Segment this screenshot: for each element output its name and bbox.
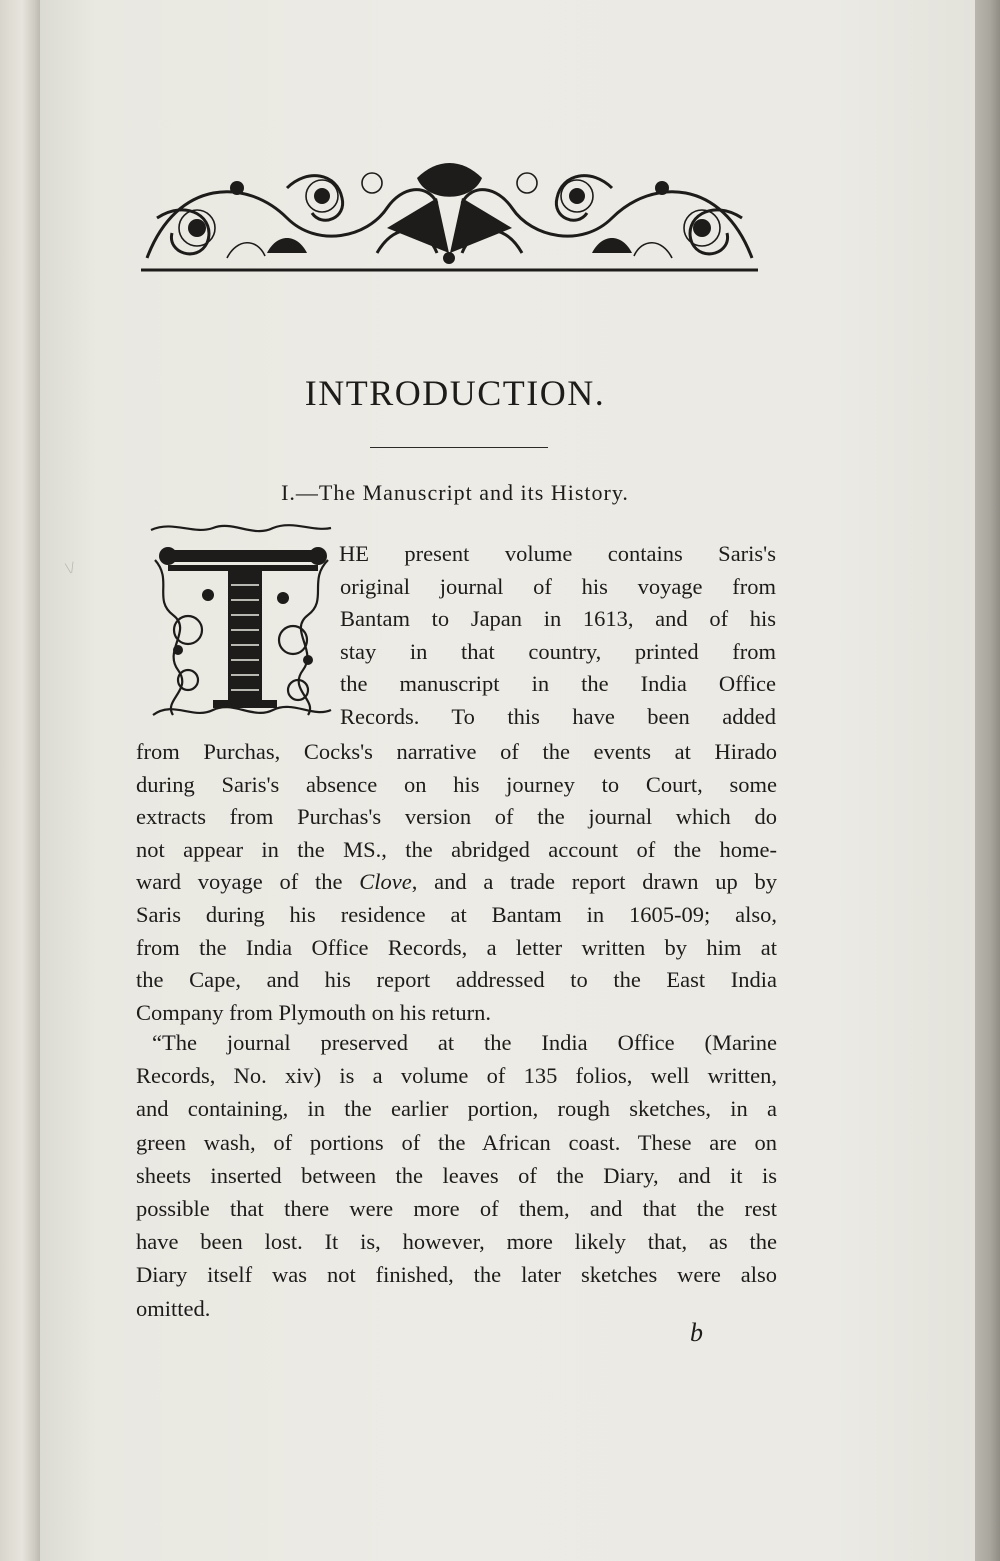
text-line: Diary itself was not finished, the later sketches were also [136, 1262, 777, 1288]
text-line: original journal of his voyage from [340, 573, 776, 599]
ship-name: Clove [359, 869, 412, 895]
text-line: Bantam to Japan in 1613, and of his [340, 606, 776, 632]
text-line: omitted. [136, 1295, 211, 1321]
text-line: possible that there were more of them, and that the rest [136, 1196, 777, 1222]
text-line: stay in that country, printed from [340, 638, 776, 664]
svg-text:T: T [143, 520, 144, 521]
text-line: Records, No. xiv) is a volume of 135 folios, well written, [136, 1063, 777, 1089]
text-line: the Cape, and his report addressed to the East India [136, 967, 777, 993]
text-line: from the India Office Records, a letter written by him at [136, 934, 777, 960]
book-spine-gutter [0, 0, 40, 1561]
text-line: Saris during his residence at Bantam in 1605-09; also, [136, 901, 777, 927]
signature-mark: b [690, 1318, 703, 1347]
ornamental-headpiece-icon [137, 158, 762, 274]
pencil-margin-mark: \/ [64, 559, 77, 578]
title-rule [370, 447, 548, 448]
page-title: INTRODUCTION. [304, 373, 606, 413]
text-line: ward voyage of the Clove, and a trade report drawn up by [136, 869, 777, 895]
paragraph-1-body [136, 736, 777, 1029]
text-line: the manuscript in the India Office [340, 671, 776, 697]
text-line: extracts from Purchas's version of the journal which do [136, 804, 777, 830]
illuminated-initial-icon [143, 520, 338, 723]
text-line: have been lost. It is, however, more likely that, as the [136, 1229, 777, 1255]
text-line: not appear in the MS., the abridged account of the home- [136, 836, 777, 862]
text-line: HE present volume contains Saris's [339, 541, 776, 566]
text-line: green wash, of portions of the African coast. These are on [136, 1129, 777, 1155]
paragraph-1-opening [340, 538, 776, 734]
text-line: and containing, in the earlier portion, rough sketches, in a [136, 1096, 777, 1122]
section-heading: I.—The Manuscript and its History. [281, 480, 629, 505]
text-line: from Purchas, Cocks's narrative of the events at Hirado [136, 739, 777, 764]
text-line: Company from Plymouth on his return. [136, 999, 491, 1025]
text-line: “The journal preserved at the India Office (Marine [152, 1030, 777, 1055]
text-line: sheets inserted between the leaves of the Diary, and it is [136, 1162, 777, 1188]
text-line: during Saris's absence on his journey to Court, some [136, 771, 777, 797]
paragraph-2 [136, 1026, 777, 1325]
text-line: Records. To this have been added [340, 703, 776, 729]
page-edge [975, 0, 1000, 1561]
